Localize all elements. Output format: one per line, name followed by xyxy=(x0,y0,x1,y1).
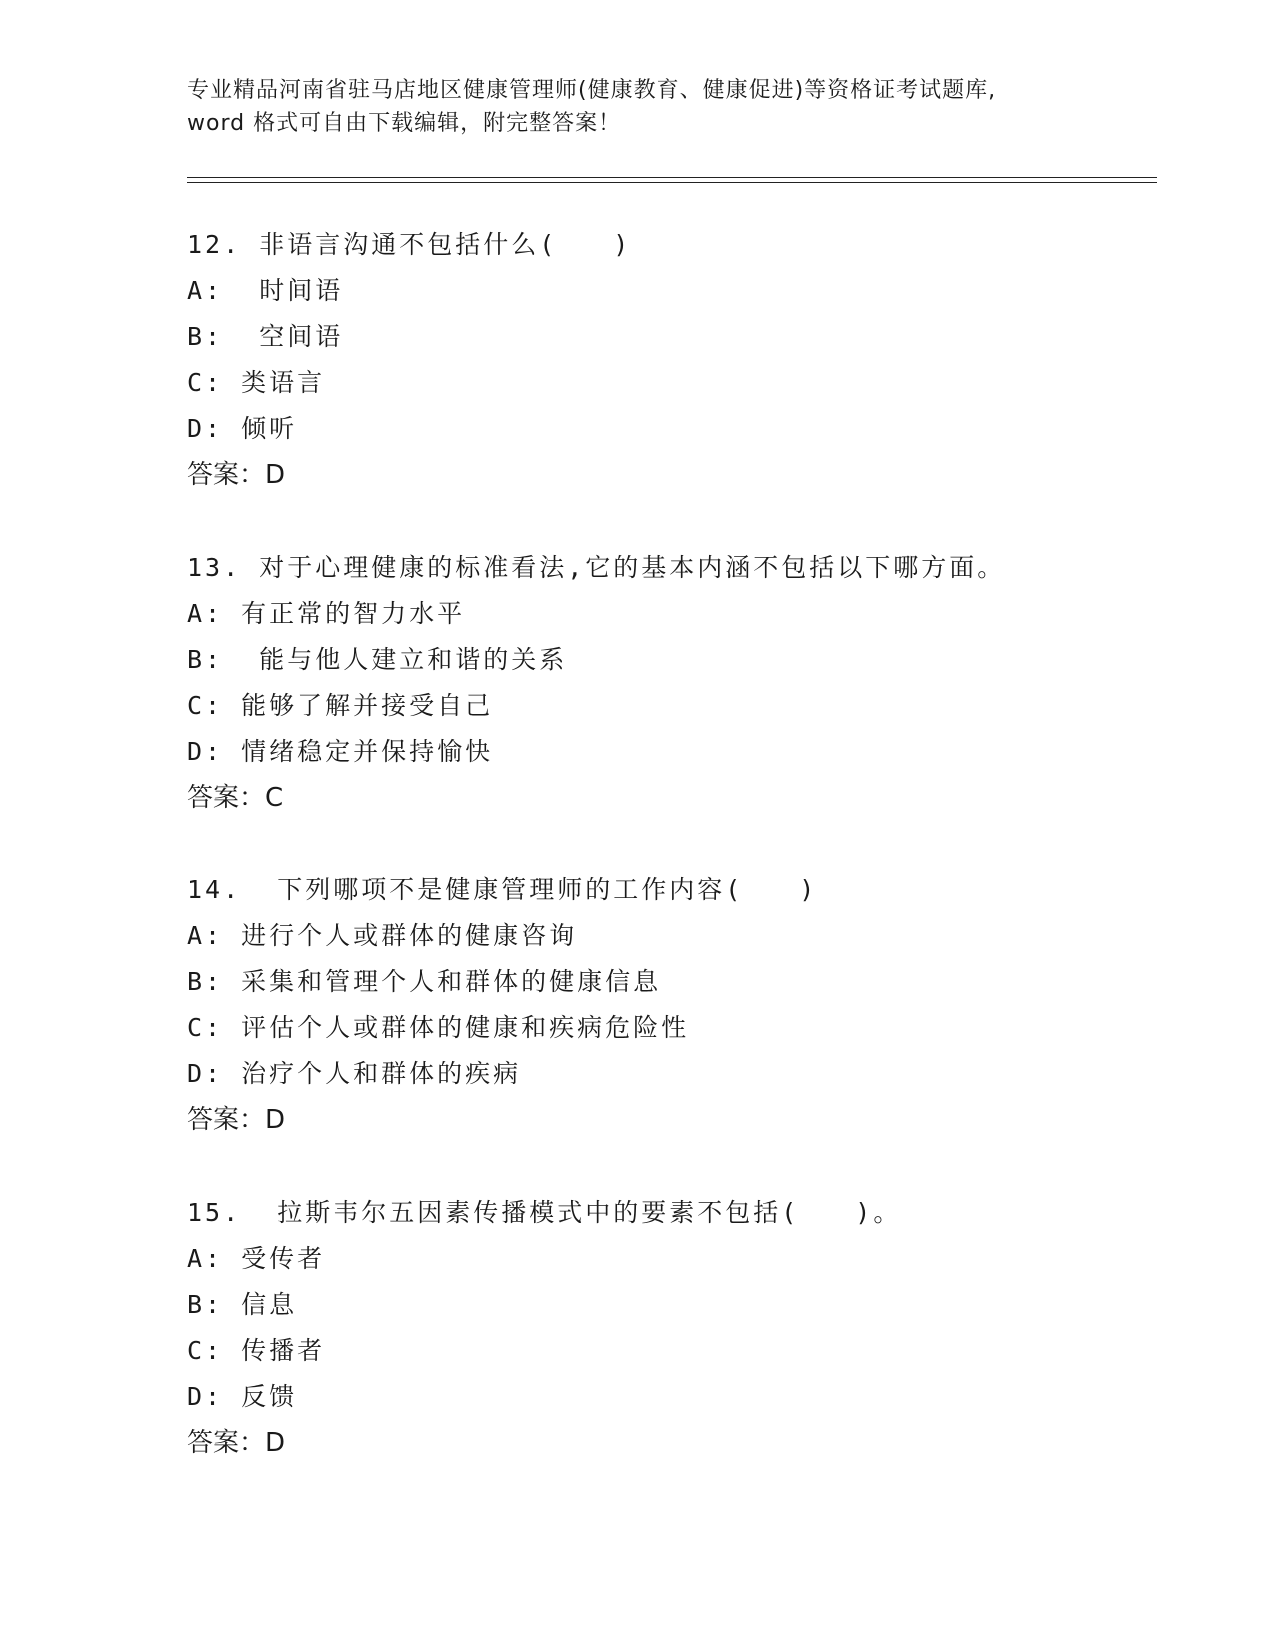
question-stem: 15. 拉斯韦尔五因素传播模式中的要素不包括( )。 xyxy=(187,1198,902,1227)
option-c: C: 评估个人或群体的健康和疾病危险性 xyxy=(187,1013,690,1042)
question-stem: 12. 非语言沟通不包括什么( ) xyxy=(187,230,632,259)
option-b: B: 能与他人建立和谐的关系 xyxy=(187,645,568,674)
option-d: D: 治疗个人和群体的疾病 xyxy=(187,1059,522,1088)
option-d: D: 反馈 xyxy=(187,1382,298,1411)
option-a: A: 有正常的智力水平 xyxy=(187,599,466,628)
header-line-2: word 格式可自由下载编辑，附完整答案！ xyxy=(187,111,622,136)
question-stem: 13. 对于心理健康的标准看法,它的基本内涵不包括以下哪方面。 xyxy=(187,553,1006,582)
answer: 答案：D xyxy=(187,460,286,490)
option-c: C: 能够了解并接受自己 xyxy=(187,691,494,720)
header-divider-bottom xyxy=(187,182,1157,183)
question-14 xyxy=(187,867,1137,1143)
answer: 答案：C xyxy=(187,783,284,813)
option-a: A: 时间语 xyxy=(187,276,344,305)
question-13 xyxy=(187,545,1137,821)
question-12 xyxy=(187,222,1137,498)
header-line-1: 专业精品河南省驻马店地区健康管理师(健康教育、健康促进)等资格证考试题库, xyxy=(187,78,997,103)
answer: 答案：D xyxy=(187,1105,286,1135)
option-a: A: 受传者 xyxy=(187,1244,326,1273)
option-a: A: 进行个人或群体的健康咨询 xyxy=(187,921,578,950)
document-header xyxy=(187,74,1087,140)
option-b: B: 信息 xyxy=(187,1290,298,1319)
option-b: B: 空间语 xyxy=(187,322,344,351)
question-15 xyxy=(187,1190,1137,1466)
answer: 答案：D xyxy=(187,1428,286,1458)
header-divider-top xyxy=(187,177,1157,178)
option-b: B: 采集和管理个人和群体的健康信息 xyxy=(187,967,662,996)
option-c: C: 传播者 xyxy=(187,1336,326,1365)
option-c: C: 类语言 xyxy=(187,368,326,397)
question-stem: 14. 下列哪项不是健康管理师的工作内容( ) xyxy=(187,875,818,904)
option-d: D: 倾听 xyxy=(187,414,298,443)
option-d: D: 情绪稳定并保持愉快 xyxy=(187,737,494,766)
